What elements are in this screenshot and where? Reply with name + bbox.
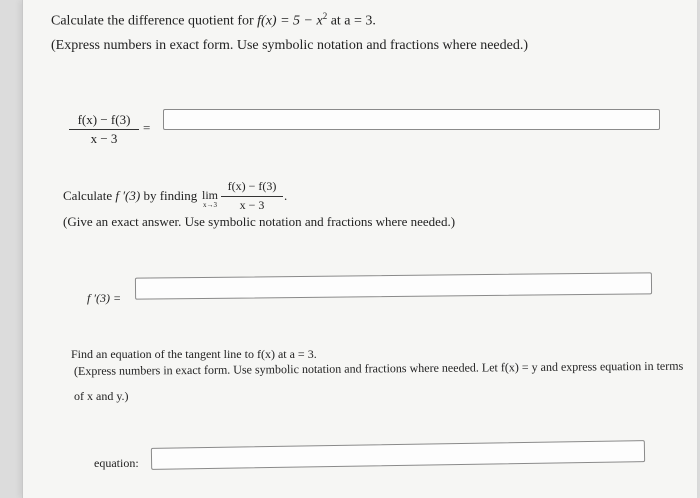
q1-frac-numerator: f(x) − f(3) xyxy=(69,112,139,130)
q1-prompt-text: Calculate the difference quotient for xyxy=(51,13,258,29)
q2-by-text: by finding xyxy=(140,188,198,203)
q2-instruction: (Give an exact answer. Use symbolic notation and fractions where needed.) xyxy=(63,214,456,229)
q3-instruction-line1: (Express numbers in exact form. Use symbolic notation and fractions where needed. Let f(x) = y and express equation in terms xyxy=(73,358,684,378)
q2-frac-denominator: x − 3 xyxy=(239,198,265,212)
q1-answer-input[interactable] xyxy=(163,109,660,130)
q1-prompt xyxy=(51,11,376,30)
q3-instruction-line2: of x and y.) xyxy=(74,389,129,403)
q2-lim-word: lim xyxy=(201,188,218,202)
q2-frac-numerator: f(x) − f(3) xyxy=(221,179,283,197)
q3-answer-input[interactable] xyxy=(151,440,645,470)
q2-limit xyxy=(199,189,221,209)
q1-equals: = xyxy=(143,120,151,135)
q2-difference-quotient xyxy=(221,179,283,213)
q2-fprime: f ′(3) xyxy=(115,188,141,203)
q2-answer-label-text: f ′(3) = xyxy=(87,291,122,305)
q1-function: f(x) = 5 − x xyxy=(257,13,323,29)
question-page xyxy=(22,0,697,498)
q2-period: . xyxy=(284,188,288,203)
q2-prompt xyxy=(63,188,197,204)
q1-exponent: 2 xyxy=(322,11,328,21)
q2-lim-subscript: x→3 xyxy=(203,201,217,209)
q1-frac-denominator: x − 3 xyxy=(90,131,118,146)
q2-answer-input[interactable] xyxy=(135,272,652,299)
q2-prompt-text: Calculate xyxy=(63,188,116,203)
q1-at-text: at a = 3. xyxy=(327,13,376,29)
q1-instruction: (Express numbers in exact form. Use symbolic notation and fractions where needed.) xyxy=(51,38,529,53)
q3-prompt: Find an equation of the tangent line to f(x) at a = 3. xyxy=(71,347,317,361)
q1-difference-quotient xyxy=(69,112,139,146)
q3-answer-label: equation: xyxy=(94,456,139,470)
q2-answer-label xyxy=(87,291,121,306)
